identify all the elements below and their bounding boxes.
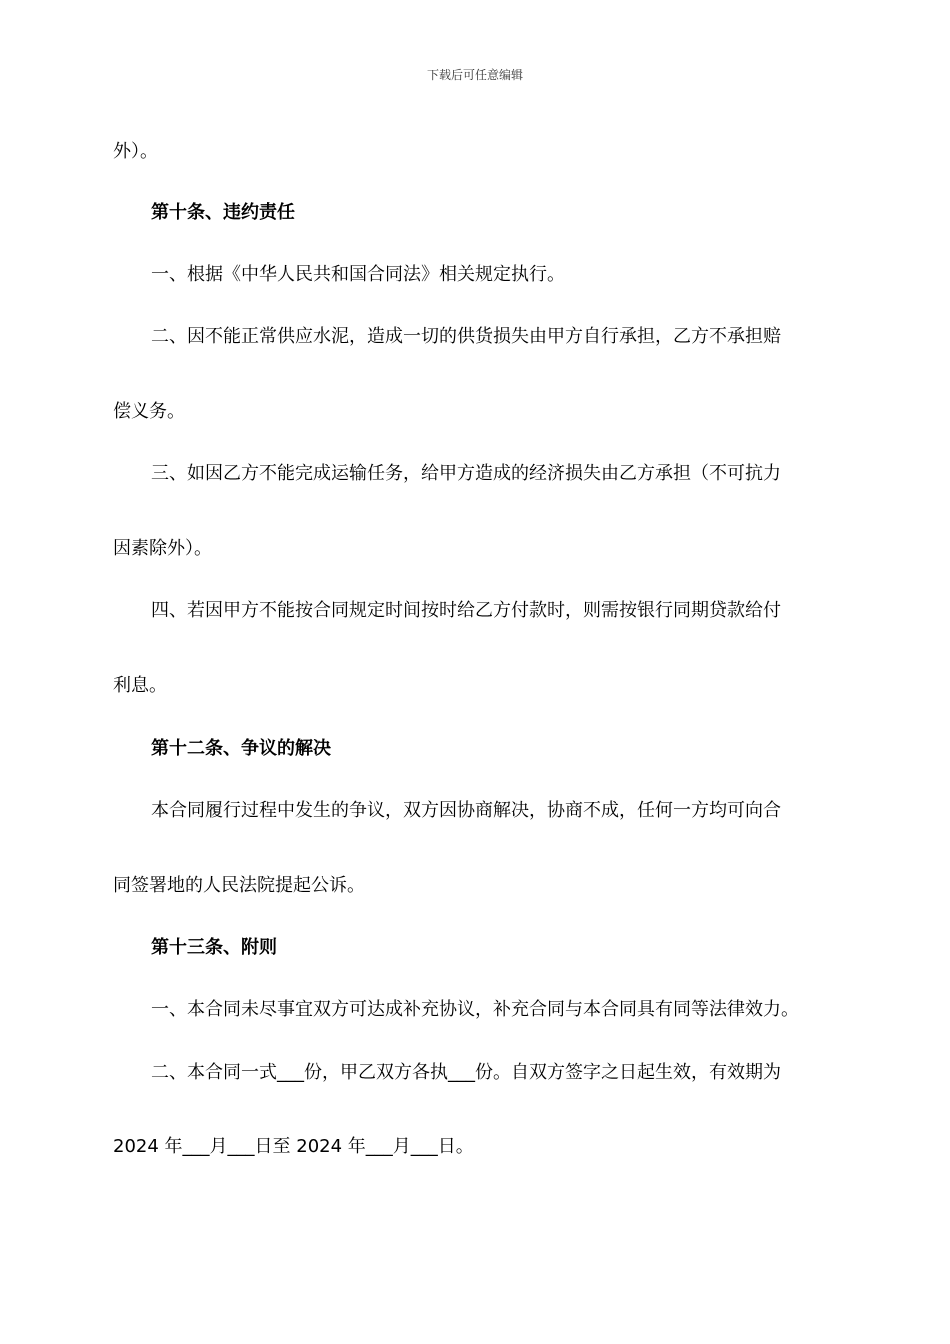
paragraph-line: 二、本合同一式___份，甲乙双方各执___份。自双方签字之日起生效，有效期为: [151, 1062, 781, 1083]
section-heading: 第十条、违约责任: [151, 202, 295, 223]
paragraph-line: 外）。: [113, 141, 158, 162]
paragraph-line: 因素除外）。: [113, 538, 212, 559]
paragraph-line: 同签署地的人民法院提起公诉。: [113, 875, 365, 896]
paragraph-line: 二、因不能正常供应水泥，造成一切的供货损失由甲方自行承担，乙方不承担赔: [151, 326, 781, 347]
paragraph-line: 一、根据《中华人民共和国合同法》相关规定执行。: [151, 264, 565, 285]
paragraph-line: 利息。: [113, 675, 167, 696]
page-header: 下载后可任意编辑: [426, 68, 523, 82]
paragraph-line: 四、若因甲方不能按合同规定时间按时给乙方付款时，则需按银行同期贷款给付: [151, 600, 781, 621]
paragraph-line: 本合同履行过程中发生的争议，双方因协商解决，协商不成，任何一方均可向合: [151, 800, 781, 821]
paragraph-line: 一、本合同未尽事宜双方可达成补充协议，补充合同与本合同具有同等法律效力。: [151, 999, 799, 1020]
paragraph-line: 偿义务。: [113, 401, 185, 422]
section-heading: 第十二条、争议的解决: [151, 738, 331, 759]
paragraph-line: 三、如因乙方不能完成运输任务，给甲方造成的经济损失由乙方承担（不可抗力: [151, 463, 781, 484]
section-heading: 第十三条、附则: [151, 937, 277, 958]
paragraph-line: 2024 年___月___日至 2024 年___月___日。: [113, 1136, 474, 1157]
